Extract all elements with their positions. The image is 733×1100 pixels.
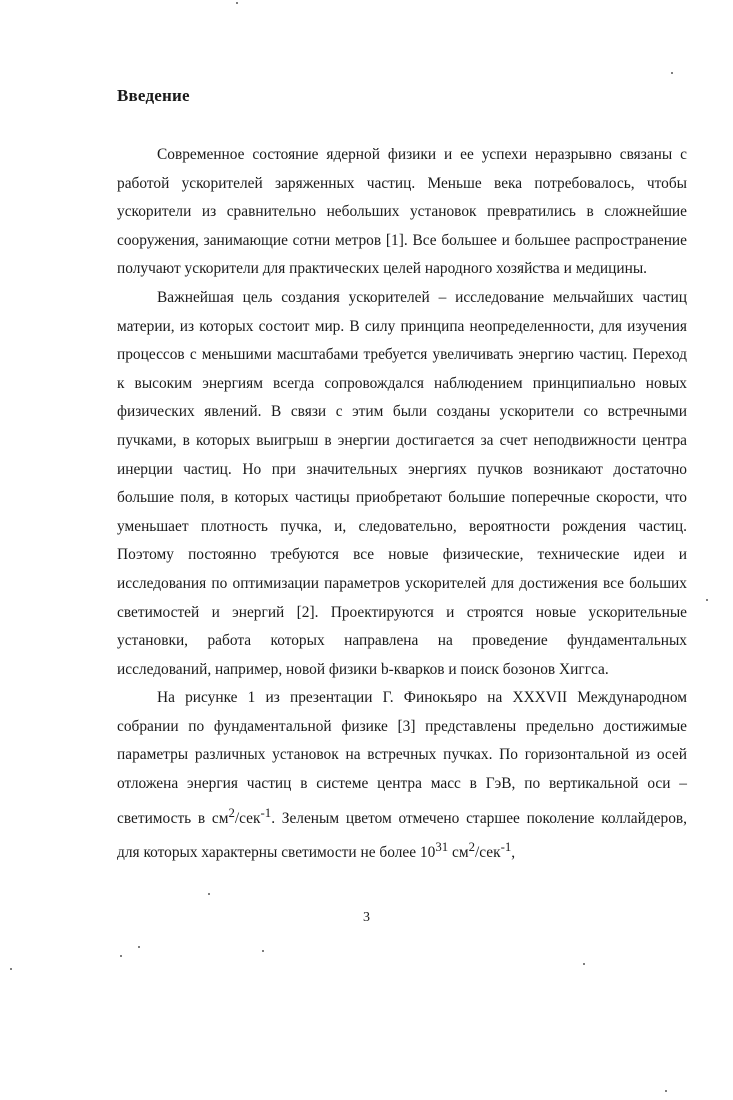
scan-speck xyxy=(706,599,708,601)
scan-speck xyxy=(120,955,122,957)
paragraph-3-text-e: /сек xyxy=(474,844,501,862)
paragraph-3-text-f: , xyxy=(511,844,516,862)
superscript: 31 xyxy=(435,840,449,855)
paragraph-3-text-b: /сек xyxy=(234,809,261,827)
paragraph-3-text-a: На рисунке 1 из презентации Г. Финокьяро на XXXVII Международном собрании по фундаментальной физике [3] представлены предельно достижимые параметры различных установок на встречных пучках. По горизонтальной из осей отложена энергия частиц в системе центра масс в ГэВ, по вертикальной оси – светимость в см xyxy=(117,689,687,827)
scan-speck xyxy=(262,950,264,952)
scan-speck xyxy=(236,2,238,4)
superscript: -1 xyxy=(500,840,512,855)
scan-speck xyxy=(665,1090,667,1092)
paragraph-3-text-d: см xyxy=(448,844,469,862)
superscript: -1 xyxy=(260,805,272,820)
body-text xyxy=(117,141,687,868)
paragraph-3-text-c: . Зеленым цветом отмечено старшее поколение коллайдеров, для которых характерны светимости не более 10 xyxy=(117,809,688,862)
scan-speck xyxy=(671,72,673,74)
superscript: 2 xyxy=(468,840,475,855)
page-number: 3 xyxy=(363,910,370,925)
scan-speck xyxy=(138,946,140,948)
paragraph-2: Важнейшая цель создания ускорителей – исследование мельчайших частиц материи, из которых состоит мир. В силу принципа неопределенности, для изучения процессов с меньшими масштабами требуется увеличивать энергию частиц. Переход к высоким энергиям всегда сопровождался наблюдением принципиально новых физических явлений. В связи с этим были созданы ускорители со встречными пучками, в которых выигрыш в энергии достигается за счет неподвижности центра инерции частиц. Но при значительных энергиях пучков возникают достаточно большие поля, в которых частицы приобретают большие поперечные скорости, что уменьшает плотность пучка, и, следовательно, вероятности рождения частиц. Поэтому постоянно требуются все новые физические, технические идеи и исследования по оптимизации параметров ускорителей для достижения все больших светимостей и энергий [2]. Проектируются и строятся новые ускорительные установки, работа которых направлена на проведение фундаментальных исследований, например, новой физики b-кварков и поиск бозонов Хиггса. xyxy=(117,288,687,678)
paragraph-1: Современное состояние ядерной физики и ее успехи неразрывно связаны с работой ускорителей заряженных частиц. Меньше века потребовалось, чтобы ускорители из сравнительно небольших установок превратились в сложнейшие сооружения, занимающие сотни метров [1]. Все большее и большее распространение получают ускорители для практических целей народного хозяйства и медицины. xyxy=(117,146,687,278)
scan-speck xyxy=(583,963,585,965)
superscript: 2 xyxy=(228,805,235,820)
scan-speck xyxy=(208,893,210,895)
section-heading: Введение xyxy=(117,86,190,105)
scan-speck xyxy=(10,968,12,970)
paragraph-3 xyxy=(117,684,687,868)
